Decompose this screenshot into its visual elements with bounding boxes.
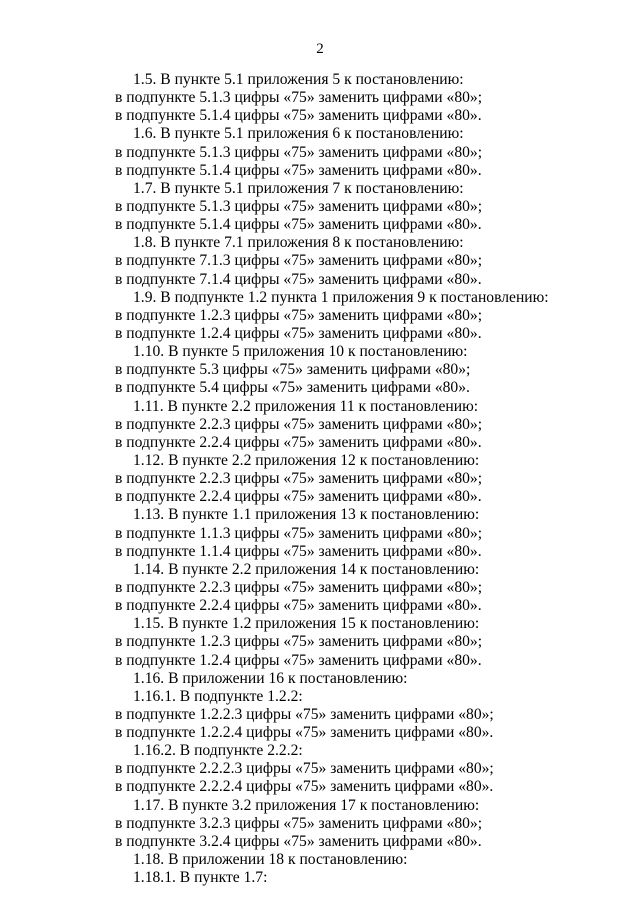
amendment-body-line: в подпункте 7.1.4 цифры «75» заменить цифрами «80». — [115, 270, 482, 288]
amendment-body-line: в подпункте 1.1.4 цифры «75» заменить цифрами «80». — [115, 542, 482, 560]
amendment-body-line: в подпункте 5.3 цифры «75» заменить цифрами «80»; — [115, 361, 471, 379]
amendment-heading-line: 1.12. В пункте 2.2 приложения 12 к постановлению: — [133, 451, 480, 469]
amendment-body-line: в подпункте 2.2.4 цифры «75» заменить цифрами «80». — [115, 433, 482, 451]
amendment-heading-line: 1.15. В пункте 1.2 приложения 15 к постановлению: — [133, 615, 480, 633]
amendment-body-line: в подпункте 2.2.4 цифры «75» заменить цифрами «80». — [115, 488, 482, 506]
amendment-body-line: в подпункте 7.1.3 цифры «75» заменить цифрами «80»; — [115, 252, 483, 270]
amendment-body-line: в подпункте 2.2.3 цифры «75» заменить цифрами «80»; — [115, 578, 483, 596]
amendment-body-line: в подпункте 5.1.4 цифры «75» заменить цифрами «80». — [115, 216, 482, 234]
page-number: 2 — [316, 41, 324, 57]
amendment-heading-line: 1.8. В пункте 7.1 приложения 8 к постановлению: — [133, 234, 464, 252]
amendment-body-line: в подпункте 1.1.3 цифры «75» заменить цифрами «80»; — [115, 524, 483, 542]
amendment-heading-line: 1.18.1. В пункте 1.7: — [133, 869, 268, 887]
amendment-body-line: в подпункте 3.2.4 цифры «75» заменить цифрами «80». — [115, 832, 482, 850]
amendment-heading-line: 1.16.1. В подпункте 1.2.2: — [133, 687, 303, 705]
amendment-body-line: в подпункте 5.1.3 цифры «75» заменить цифрами «80»; — [115, 143, 483, 161]
amendment-body-line: в подпункте 2.2.4 цифры «75» заменить цифрами «80». — [115, 597, 482, 615]
amendment-body-line: в подпункте 1.2.3 цифры «75» заменить цифрами «80»; — [115, 633, 483, 651]
amendment-body-line: в подпункте 2.2.3 цифры «75» заменить цифрами «80»; — [115, 470, 483, 488]
amendment-body-line: в подпункте 1.2.2.3 цифры «75» заменить цифрами «80»; — [115, 705, 494, 723]
amendment-heading-line: 1.18. В приложении 18 к постановлению: — [133, 851, 408, 869]
amendment-heading-line: 1.5. В пункте 5.1 приложения 5 к постановлению: — [133, 71, 464, 88]
amendment-body-line: в подпункте 5.1.4 цифры «75» заменить цифрами «80». — [115, 161, 482, 179]
amendment-heading-line: 1.16. В приложении 16 к постановлению: — [133, 669, 408, 687]
amendment-body-line: в подпункте 5.4 цифры «75» заменить цифрами «80». — [115, 379, 470, 397]
amendment-heading-line: 1.16.2. В подпункте 2.2.2: — [133, 742, 303, 760]
amendment-body-line: в подпункте 1.2.4 цифры «75» заменить цифрами «80». — [115, 324, 482, 342]
amendment-body-line: в подпункте 5.1.4 цифры «75» заменить цифрами «80». — [115, 107, 482, 125]
amendment-heading-line: 1.9. В подпункте 1.2 пункта 1 приложения 9 к постановлению: — [133, 288, 549, 306]
amendment-body-line: в подпункте 5.1.3 цифры «75» заменить цифрами «80»; — [115, 89, 483, 107]
amendment-body-line: в подпункте 2.2.3 цифры «75» заменить цифрами «80»; — [115, 415, 483, 433]
amendment-body-line: в подпункте 1.2.3 цифры «75» заменить цифрами «80»; — [115, 306, 483, 324]
amendment-heading-line: 1.7. В пункте 5.1 приложения 7 к постановлению: — [133, 179, 464, 197]
amendment-body-line: в подпункте 1.2.4 цифры «75» заменить цифрами «80». — [115, 651, 482, 669]
amendment-body-line: в подпункте 5.1.3 цифры «75» заменить цифрами «80»; — [115, 197, 483, 215]
amendment-body-line: в подпункте 3.2.3 цифры «75» заменить цифрами «80»; — [115, 814, 483, 832]
amendment-heading-line: 1.14. В пункте 2.2 приложения 14 к постановлению: — [133, 560, 480, 578]
amendment-heading-line: 1.17. В пункте 3.2 приложения 17 к постановлению: — [133, 796, 480, 814]
amendment-heading-line: 1.6. В пункте 5.1 приложения 6 к постановлению: — [133, 125, 464, 143]
amendment-body-line: в подпункте 1.2.2.4 цифры «75» заменить цифрами «80». — [115, 724, 494, 742]
amendment-heading-line: 1.13. В пункте 1.1 приложения 13 к постановлению: — [133, 506, 480, 524]
amendment-body-line: в подпункте 2.2.2.3 цифры «75» заменить цифрами «80»; — [115, 760, 494, 778]
amendment-heading-line: 1.11. В пункте 2.2 приложения 11 к постановлению: — [133, 397, 479, 415]
document-body — [0, 71, 640, 887]
amendment-body-line: в подпункте 2.2.2.4 цифры «75» заменить цифрами «80». — [115, 778, 494, 796]
amendment-heading-line: 1.10. В пункте 5 приложения 10 к постановлению: — [133, 343, 468, 361]
